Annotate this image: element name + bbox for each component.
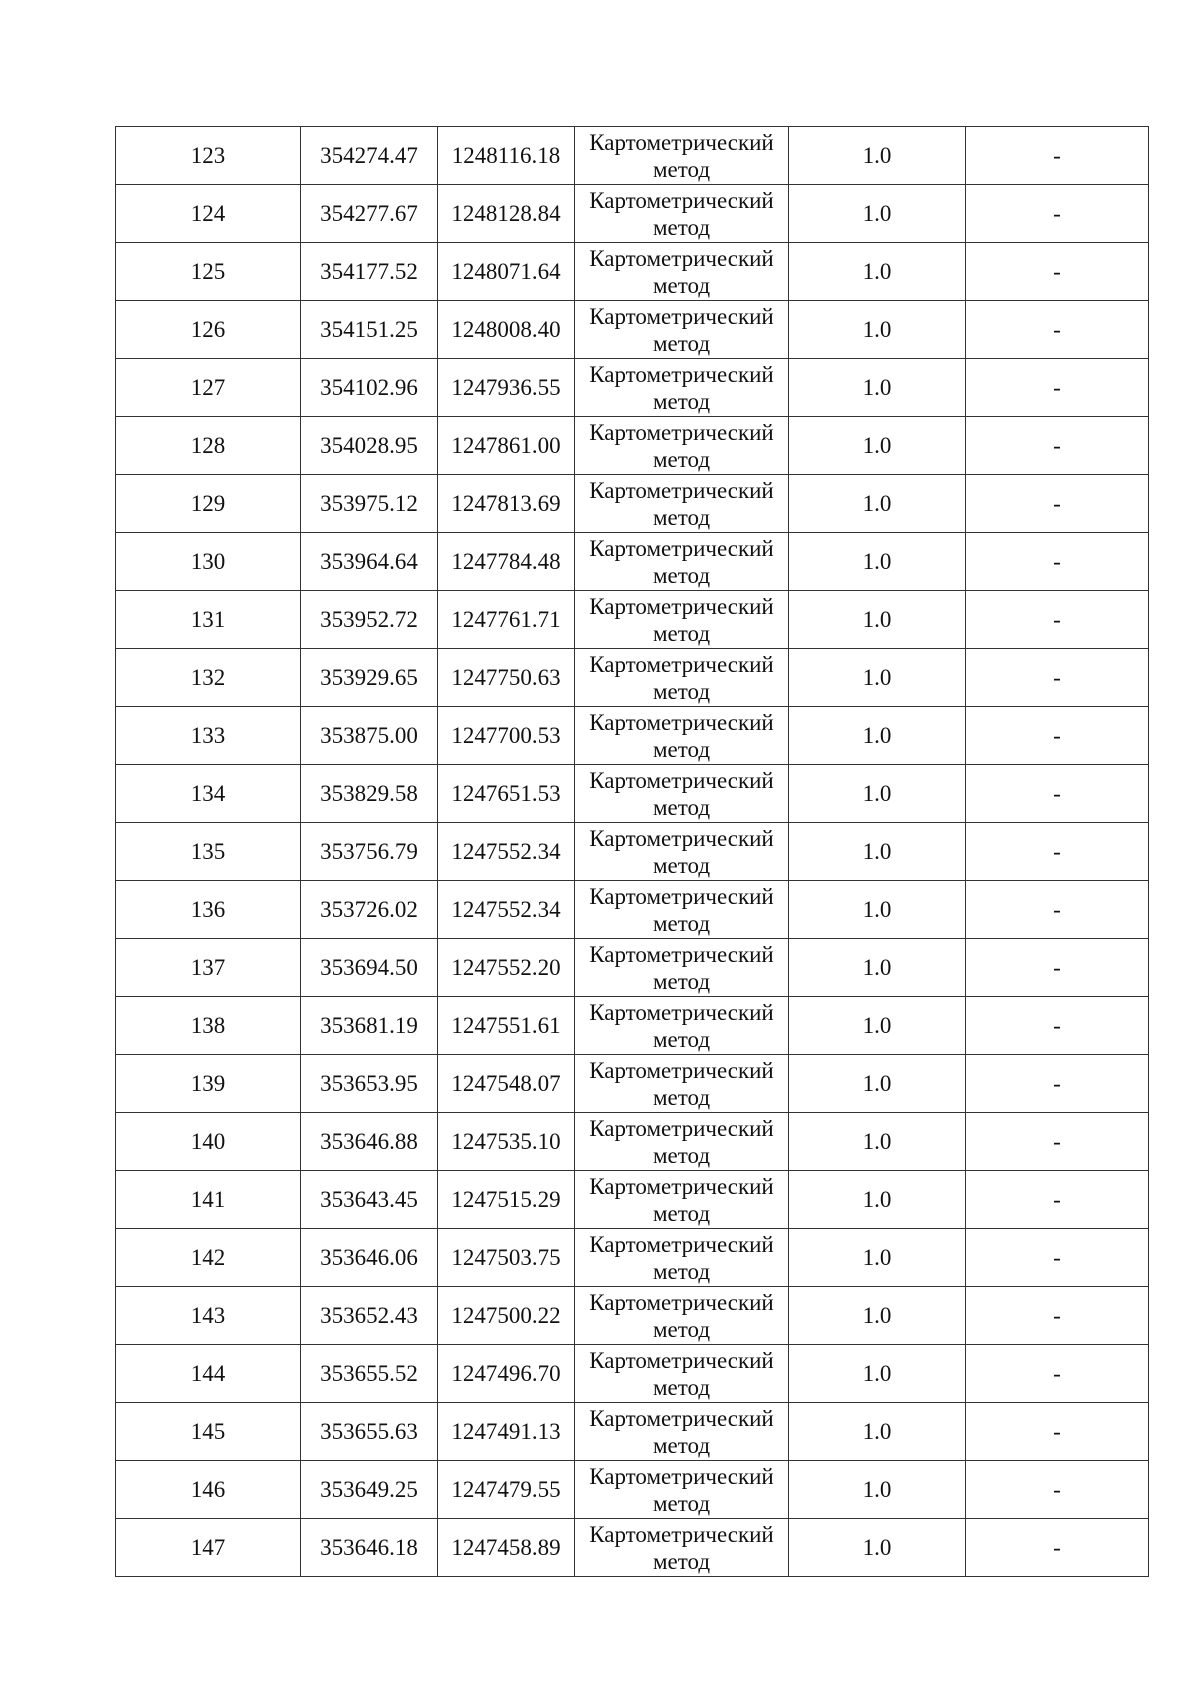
point-number-cell: 141 <box>116 1171 301 1229</box>
x-coordinate-cell: 354277.67 <box>301 185 438 243</box>
accuracy-cell: 1.0 <box>789 823 966 881</box>
method-line2: метод <box>652 1200 711 1226</box>
point-number-cell: 126 <box>116 301 301 359</box>
point-number-cell: 143 <box>116 1287 301 1345</box>
y-coordinate-cell: 1247479.55 <box>438 1461 575 1519</box>
method-line2: метод <box>652 678 711 704</box>
method-cell <box>575 707 789 765</box>
table-row <box>116 881 1149 939</box>
point-number-cell: 123 <box>116 127 301 185</box>
x-coordinate-cell: 353655.63 <box>301 1403 438 1461</box>
table-row <box>116 1403 1149 1461</box>
accuracy-cell: 1.0 <box>789 475 966 533</box>
method-line1: Картометрический <box>589 535 774 561</box>
y-coordinate-cell: 1248128.84 <box>438 185 575 243</box>
accuracy-cell: 1.0 <box>789 1461 966 1519</box>
y-coordinate-cell: 1247548.07 <box>438 1055 575 1113</box>
y-coordinate-cell: 1247813.69 <box>438 475 575 533</box>
x-coordinate-cell: 353875.00 <box>301 707 438 765</box>
method-line2: метод <box>652 910 711 936</box>
description-cell: - <box>966 1287 1149 1345</box>
point-number-cell: 131 <box>116 591 301 649</box>
method-cell <box>575 591 789 649</box>
method-line1: Картометрический <box>589 651 774 677</box>
x-coordinate-cell: 353655.52 <box>301 1345 438 1403</box>
method-line2: метод <box>652 1084 711 1110</box>
method-line2: метод <box>652 1490 711 1516</box>
method-cell <box>575 1461 789 1519</box>
point-number-cell: 124 <box>116 185 301 243</box>
x-coordinate-cell: 353643.45 <box>301 1171 438 1229</box>
x-coordinate-cell: 353952.72 <box>301 591 438 649</box>
method-cell <box>575 1171 789 1229</box>
point-number-cell: 144 <box>116 1345 301 1403</box>
method-line1: Картометрический <box>589 1289 774 1315</box>
point-number-cell: 133 <box>116 707 301 765</box>
table-row <box>116 1113 1149 1171</box>
x-coordinate-cell: 353646.06 <box>301 1229 438 1287</box>
x-coordinate-cell: 353649.25 <box>301 1461 438 1519</box>
table-row <box>116 591 1149 649</box>
accuracy-cell: 1.0 <box>789 707 966 765</box>
x-coordinate-cell: 354274.47 <box>301 127 438 185</box>
table-row <box>116 1519 1149 1577</box>
y-coordinate-cell: 1248071.64 <box>438 243 575 301</box>
accuracy-cell: 1.0 <box>789 1055 966 1113</box>
table-row <box>116 185 1149 243</box>
accuracy-cell: 1.0 <box>789 185 966 243</box>
method-cell <box>575 243 789 301</box>
description-cell: - <box>966 765 1149 823</box>
method-cell <box>575 1287 789 1345</box>
x-coordinate-cell: 353929.65 <box>301 649 438 707</box>
method-line1: Картометрический <box>589 303 774 329</box>
y-coordinate-cell: 1247936.55 <box>438 359 575 417</box>
point-number-cell: 132 <box>116 649 301 707</box>
point-number-cell: 135 <box>116 823 301 881</box>
method-line2: метод <box>652 852 711 878</box>
method-line2: метод <box>652 1316 711 1342</box>
x-coordinate-cell: 353964.64 <box>301 533 438 591</box>
table-row <box>116 243 1149 301</box>
method-line2: метод <box>652 1548 711 1574</box>
method-line2: метод <box>652 504 711 530</box>
method-line1: Картометрический <box>589 1347 774 1373</box>
description-cell: - <box>966 591 1149 649</box>
table-row <box>116 417 1149 475</box>
table-row <box>116 649 1149 707</box>
accuracy-cell: 1.0 <box>789 939 966 997</box>
table-row <box>116 1055 1149 1113</box>
accuracy-cell: 1.0 <box>789 1403 966 1461</box>
method-cell <box>575 881 789 939</box>
method-line1: Картометрический <box>589 245 774 271</box>
x-coordinate-cell: 353726.02 <box>301 881 438 939</box>
y-coordinate-cell: 1247491.13 <box>438 1403 575 1461</box>
description-cell: - <box>966 649 1149 707</box>
method-cell <box>575 939 789 997</box>
method-line2: метод <box>652 446 711 472</box>
description-cell: - <box>966 533 1149 591</box>
description-cell: - <box>966 243 1149 301</box>
method-line1: Картометрический <box>589 883 774 909</box>
y-coordinate-cell: 1247651.53 <box>438 765 575 823</box>
coordinates-table-body <box>116 127 1149 1577</box>
accuracy-cell: 1.0 <box>789 1345 966 1403</box>
method-line1: Картометрический <box>589 1463 774 1489</box>
point-number-cell: 147 <box>116 1519 301 1577</box>
method-line2: метод <box>652 388 711 414</box>
method-line2: метод <box>652 1026 711 1052</box>
description-cell: - <box>966 997 1149 1055</box>
point-number-cell: 145 <box>116 1403 301 1461</box>
x-coordinate-cell: 354102.96 <box>301 359 438 417</box>
method-line2: метод <box>652 330 711 356</box>
method-line2: метод <box>652 794 711 820</box>
description-cell: - <box>966 301 1149 359</box>
description-cell: - <box>966 1403 1149 1461</box>
accuracy-cell: 1.0 <box>789 127 966 185</box>
x-coordinate-cell: 353646.18 <box>301 1519 438 1577</box>
y-coordinate-cell: 1247496.70 <box>438 1345 575 1403</box>
description-cell: - <box>966 1519 1149 1577</box>
method-line1: Картометрический <box>589 1405 774 1431</box>
method-line2: метод <box>652 1432 711 1458</box>
method-cell <box>575 1229 789 1287</box>
method-line1: Картометрический <box>589 1231 774 1257</box>
point-number-cell: 137 <box>116 939 301 997</box>
method-line1: Картометрический <box>589 1057 774 1083</box>
method-cell <box>575 649 789 707</box>
method-line2: метод <box>652 968 711 994</box>
accuracy-cell: 1.0 <box>789 1287 966 1345</box>
description-cell: - <box>966 417 1149 475</box>
method-cell <box>575 185 789 243</box>
method-cell <box>575 1345 789 1403</box>
y-coordinate-cell: 1247552.20 <box>438 939 575 997</box>
table-row <box>116 475 1149 533</box>
y-coordinate-cell: 1247458.89 <box>438 1519 575 1577</box>
table-row <box>116 1229 1149 1287</box>
method-line1: Картометрический <box>589 129 774 155</box>
method-line2: метод <box>652 1258 711 1284</box>
point-number-cell: 142 <box>116 1229 301 1287</box>
accuracy-cell: 1.0 <box>789 881 966 939</box>
description-cell: - <box>966 475 1149 533</box>
method-line2: метод <box>652 562 711 588</box>
method-cell <box>575 301 789 359</box>
y-coordinate-cell: 1247552.34 <box>438 881 575 939</box>
coordinates-table <box>115 126 1149 1577</box>
x-coordinate-cell: 353652.43 <box>301 1287 438 1345</box>
table-row <box>116 301 1149 359</box>
method-line1: Картометрический <box>589 941 774 967</box>
description-cell: - <box>966 1345 1149 1403</box>
method-line1: Картометрический <box>589 593 774 619</box>
method-line1: Картометрический <box>589 1115 774 1141</box>
x-coordinate-cell: 353975.12 <box>301 475 438 533</box>
description-cell: - <box>966 359 1149 417</box>
table-row <box>116 1345 1149 1403</box>
accuracy-cell: 1.0 <box>789 243 966 301</box>
x-coordinate-cell: 353694.50 <box>301 939 438 997</box>
method-cell <box>575 1113 789 1171</box>
method-cell <box>575 417 789 475</box>
y-coordinate-cell: 1247750.63 <box>438 649 575 707</box>
point-number-cell: 136 <box>116 881 301 939</box>
y-coordinate-cell: 1247861.00 <box>438 417 575 475</box>
x-coordinate-cell: 353756.79 <box>301 823 438 881</box>
table-row <box>116 533 1149 591</box>
accuracy-cell: 1.0 <box>789 1113 966 1171</box>
x-coordinate-cell: 354028.95 <box>301 417 438 475</box>
description-cell: - <box>966 1461 1149 1519</box>
method-line1: Картометрический <box>589 767 774 793</box>
y-coordinate-cell: 1247535.10 <box>438 1113 575 1171</box>
method-line1: Картометрический <box>589 999 774 1025</box>
point-number-cell: 127 <box>116 359 301 417</box>
x-coordinate-cell: 353646.88 <box>301 1113 438 1171</box>
y-coordinate-cell: 1248008.40 <box>438 301 575 359</box>
method-line2: метод <box>652 272 711 298</box>
method-cell <box>575 765 789 823</box>
method-line1: Картометрический <box>589 709 774 735</box>
x-coordinate-cell: 354151.25 <box>301 301 438 359</box>
accuracy-cell: 1.0 <box>789 1171 966 1229</box>
y-coordinate-cell: 1247503.75 <box>438 1229 575 1287</box>
method-cell <box>575 823 789 881</box>
x-coordinate-cell: 353681.19 <box>301 997 438 1055</box>
table-row <box>116 359 1149 417</box>
method-line1: Картометрический <box>589 361 774 387</box>
method-line1: Картометрический <box>589 477 774 503</box>
accuracy-cell: 1.0 <box>789 533 966 591</box>
accuracy-cell: 1.0 <box>789 359 966 417</box>
method-cell <box>575 1519 789 1577</box>
method-line1: Картометрический <box>589 1521 774 1547</box>
y-coordinate-cell: 1248116.18 <box>438 127 575 185</box>
y-coordinate-cell: 1247552.34 <box>438 823 575 881</box>
description-cell: - <box>966 185 1149 243</box>
accuracy-cell: 1.0 <box>789 649 966 707</box>
description-cell: - <box>966 1055 1149 1113</box>
method-line2: метод <box>652 1374 711 1400</box>
method-line1: Картометрический <box>589 1173 774 1199</box>
table-row <box>116 939 1149 997</box>
method-line2: метод <box>652 620 711 646</box>
table-row <box>116 127 1149 185</box>
x-coordinate-cell: 354177.52 <box>301 243 438 301</box>
point-number-cell: 130 <box>116 533 301 591</box>
table-row <box>116 1171 1149 1229</box>
table-row <box>116 1287 1149 1345</box>
table-row <box>116 823 1149 881</box>
method-cell <box>575 127 789 185</box>
x-coordinate-cell: 353653.95 <box>301 1055 438 1113</box>
method-line1: Картометрический <box>589 419 774 445</box>
method-cell <box>575 475 789 533</box>
accuracy-cell: 1.0 <box>789 301 966 359</box>
accuracy-cell: 1.0 <box>789 997 966 1055</box>
y-coordinate-cell: 1247500.22 <box>438 1287 575 1345</box>
description-cell: - <box>966 939 1149 997</box>
description-cell: - <box>966 1113 1149 1171</box>
y-coordinate-cell: 1247551.61 <box>438 997 575 1055</box>
description-cell: - <box>966 1229 1149 1287</box>
accuracy-cell: 1.0 <box>789 1519 966 1577</box>
method-cell <box>575 997 789 1055</box>
description-cell: - <box>966 881 1149 939</box>
accuracy-cell: 1.0 <box>789 417 966 475</box>
table-row <box>116 707 1149 765</box>
method-line2: метод <box>652 1142 711 1168</box>
point-number-cell: 140 <box>116 1113 301 1171</box>
method-line2: метод <box>652 156 711 182</box>
point-number-cell: 146 <box>116 1461 301 1519</box>
accuracy-cell: 1.0 <box>789 1229 966 1287</box>
description-cell: - <box>966 707 1149 765</box>
method-line2: метод <box>652 736 711 762</box>
accuracy-cell: 1.0 <box>789 765 966 823</box>
point-number-cell: 129 <box>116 475 301 533</box>
method-cell <box>575 1055 789 1113</box>
description-cell: - <box>966 1171 1149 1229</box>
table-row <box>116 1461 1149 1519</box>
table-row <box>116 997 1149 1055</box>
point-number-cell: 128 <box>116 417 301 475</box>
table-row <box>116 765 1149 823</box>
y-coordinate-cell: 1247700.53 <box>438 707 575 765</box>
point-number-cell: 138 <box>116 997 301 1055</box>
point-number-cell: 125 <box>116 243 301 301</box>
accuracy-cell: 1.0 <box>789 591 966 649</box>
method-cell <box>575 533 789 591</box>
method-line1: Картометрический <box>589 825 774 851</box>
point-number-cell: 134 <box>116 765 301 823</box>
point-number-cell: 139 <box>116 1055 301 1113</box>
description-cell: - <box>966 823 1149 881</box>
method-line1: Картометрический <box>589 187 774 213</box>
y-coordinate-cell: 1247515.29 <box>438 1171 575 1229</box>
method-line2: метод <box>652 214 711 240</box>
method-cell <box>575 1403 789 1461</box>
y-coordinate-cell: 1247761.71 <box>438 591 575 649</box>
description-cell: - <box>966 127 1149 185</box>
y-coordinate-cell: 1247784.48 <box>438 533 575 591</box>
method-cell <box>575 359 789 417</box>
x-coordinate-cell: 353829.58 <box>301 765 438 823</box>
